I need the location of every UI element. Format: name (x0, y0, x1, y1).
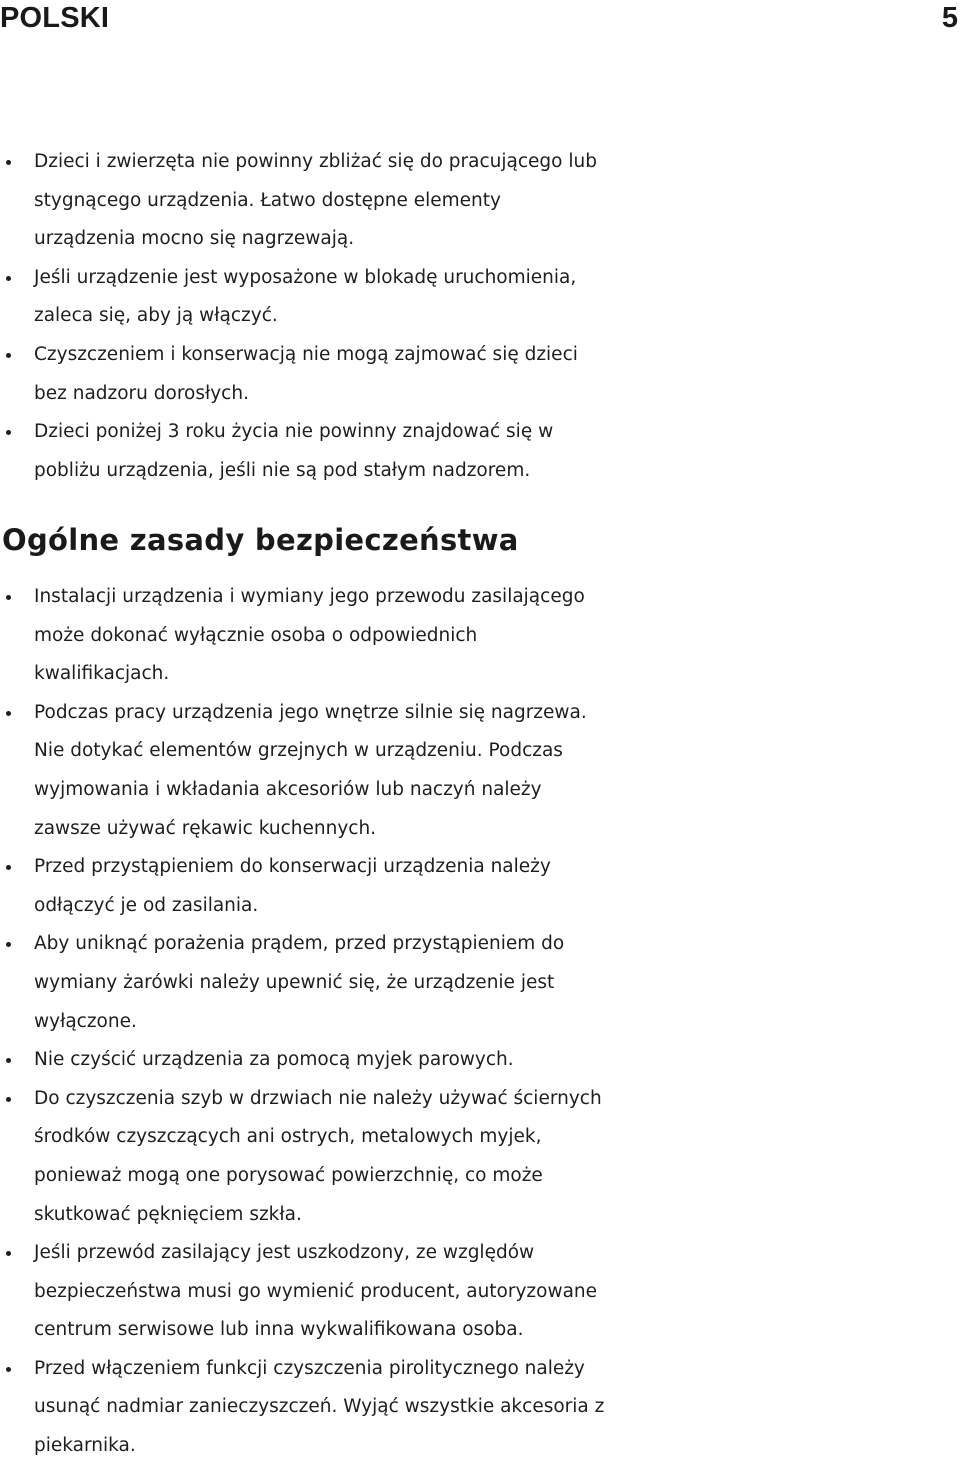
list-item: Przed przystąpieniem do konserwacji urządzenia należy odłączyć je od zasilania. (0, 848, 960, 925)
list-item: Przed włączeniem funkcji czyszczenia pirolitycznego należy usunąć nadmiar zanieczyszczeń. Wyjąć wszystkie akcesoria z piekarnika. (0, 1350, 960, 1466)
language-label: POLSKI (0, 2, 110, 34)
list-item: Dzieci i zwierzęta nie powinny zbliżać się do pracującego lub stygnącego urządzenia. Łatwo dostępne elementy urządzenia mocno się nagrzewają. (0, 143, 960, 259)
list-item: Aby uniknąć porażenia prądem, przed przystąpieniem do wymiany żarówki należy upewnić się, że urządzenie jest wyłączone. (0, 925, 960, 1041)
page-number: 5 (941, 2, 958, 34)
list-item: Podczas pracy urządzenia jego wnętrze silnie się nagrzewa. Nie dotykać elementów grzejnych w urządzeniu. Podczas wyjmowania i wkładania akcesoriów lub naczyń należy zawsze używać rękawic kuchennych. (0, 694, 960, 848)
list-item: Instalacji urządzenia i wymiany jego przewodu zasilającego może dokonać wyłącznie osoba o odpowiednich kwalifikacjach. (0, 578, 960, 694)
page-header (0, 0, 960, 40)
list-item: Jeśli urządzenie jest wyposażone w blokadę uruchomienia, zaleca się, aby ją włączyć. (0, 259, 960, 336)
section-heading: Ogólne zasady bezpieczeństwa (2, 523, 519, 557)
list-item: Dzieci poniżej 3 roku życia nie powinny znajdować się w pobliżu urządzenia, jeśli nie są pod stałym nadzorem. (0, 413, 960, 490)
children-safety-list (0, 143, 960, 490)
list-item: Jeśli przewód zasilający jest uszkodzony, ze względów bezpieczeństwa musi go wymienić producent, autoryzowane centrum serwisowe lub inna wykwalifikowana osoba. (0, 1234, 960, 1350)
list-item: Czyszczeniem i konserwacją nie mogą zajmować się dzieci bez nadzoru dorosłych. (0, 336, 960, 413)
general-safety-list (0, 578, 960, 1466)
list-item: Do czyszczenia szyb w drzwiach nie należy używać ściernych środków czyszczących ani ostrych, metalowych myjek, ponieważ mogą one porysować powierzchnię, co może skutkować pęknięciem szkła. (0, 1080, 960, 1234)
list-item: Nie czyścić urządzenia za pomocą myjek parowych. (0, 1041, 960, 1080)
